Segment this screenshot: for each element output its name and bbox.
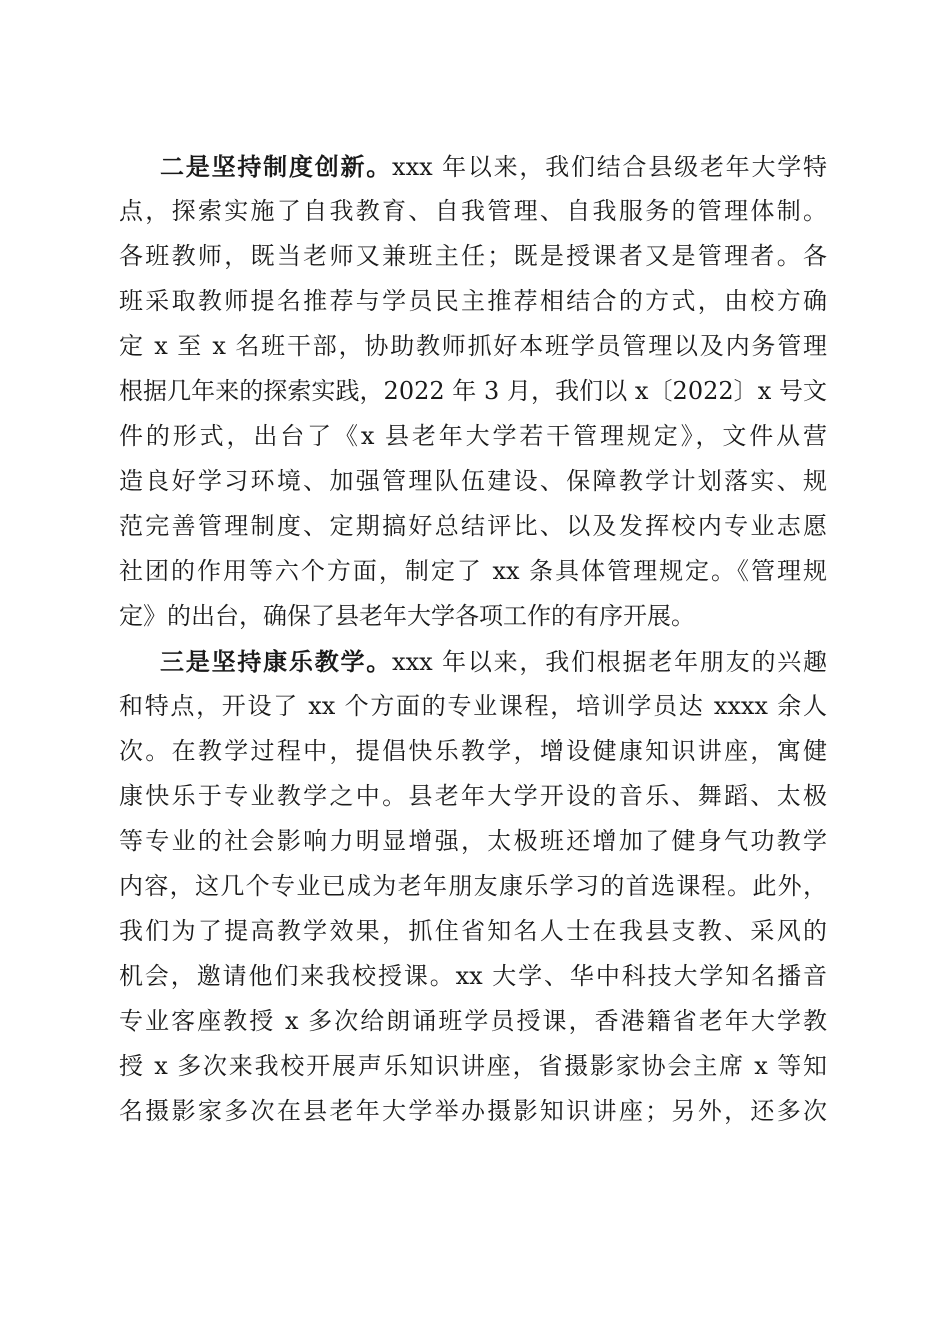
paragraph-line: 各班教师，既当老师又兼班主任；既是授课者又是管理者。各 [119,242,827,270]
paragraph-line: 定》的出台，确保了县老年大学各项工作的有序开展。 [119,602,695,630]
paragraph-line: 次。在教学过程中，提倡快乐教学，增设健康知识讲座，寓健 [119,737,827,765]
paragraph-line: 机会，邀请他们来我校授课。xx 大学、华中科技大学知名播音 [119,962,827,990]
paragraph-line [119,639,827,684]
paragraph-line: 康快乐于专业教学之中。县老年大学开设的音乐、舞蹈、太极 [119,782,827,810]
paragraph-line [119,144,827,189]
line-text: xxx 年以来，我们根据老年朋友的兴趣 [392,648,828,676]
paragraph-line: 根据几年来的探索实践，2022 年 3 月，我们以 x〔2022〕x 号文 [119,377,827,405]
paragraph-heading: 三是坚持康乐教学。 [160,647,393,676]
paragraph-line: 授 x 多次来我校开展声乐知识讲座，省摄影家协会主席 x 等知 [119,1052,827,1080]
paragraph-line: 内容，这几个专业已成为老年朋友康乐学习的首选课程。此外， [119,872,827,900]
paragraph-line: 班采取教师提名推荐与学员民主推荐相结合的方式，由校方确 [119,287,827,315]
paragraph-line: 造良好学习环境、加强管理队伍建设、保障教学计划落实、规 [119,467,827,495]
paragraph-line: 件的形式，出台了《x 县老年大学若干管理规定》，文件从营 [119,422,827,450]
paragraph-heading: 二是坚持制度创新。 [160,152,393,181]
paragraph-line: 和特点，开设了 xx 个方面的专业课程，培训学员达 xxxx 余人 [119,692,827,720]
paragraph-line: 名摄影家多次在县老年大学举办摄影知识讲座；另外，还多次 [119,1097,827,1125]
paragraph-institutional-innovation [119,144,827,639]
paragraph-line: 范完善管理制度、定期搞好总结评比、以及发挥校内专业志愿 [119,512,827,540]
line-text: xxx 年以来，我们结合县级老年大学特 [392,153,828,181]
paragraph-line: 专业客座教授 x 多次给朗诵班学员授课，香港籍省老年大学教 [119,1007,827,1035]
paragraph-line: 我们为了提高教学效果，抓住省知名人士在我县支教、采风的 [119,917,827,945]
paragraph-line: 点，探索实施了自我教育、自我管理、自我服务的管理体制。 [119,197,827,225]
paragraph-line: 定 x 至 x 名班干部，协助教师抓好本班学员管理以及内务管理 [119,332,827,360]
paragraph-line: 等专业的社会影响力明显增强，太极班还增加了健身气功教学 [119,827,827,855]
paragraph-recreational-teaching [119,639,827,1134]
paragraph-line: 社团的作用等六个方面，制定了 xx 条具体管理规定。《管理规 [119,557,827,585]
document-body [119,144,827,1134]
